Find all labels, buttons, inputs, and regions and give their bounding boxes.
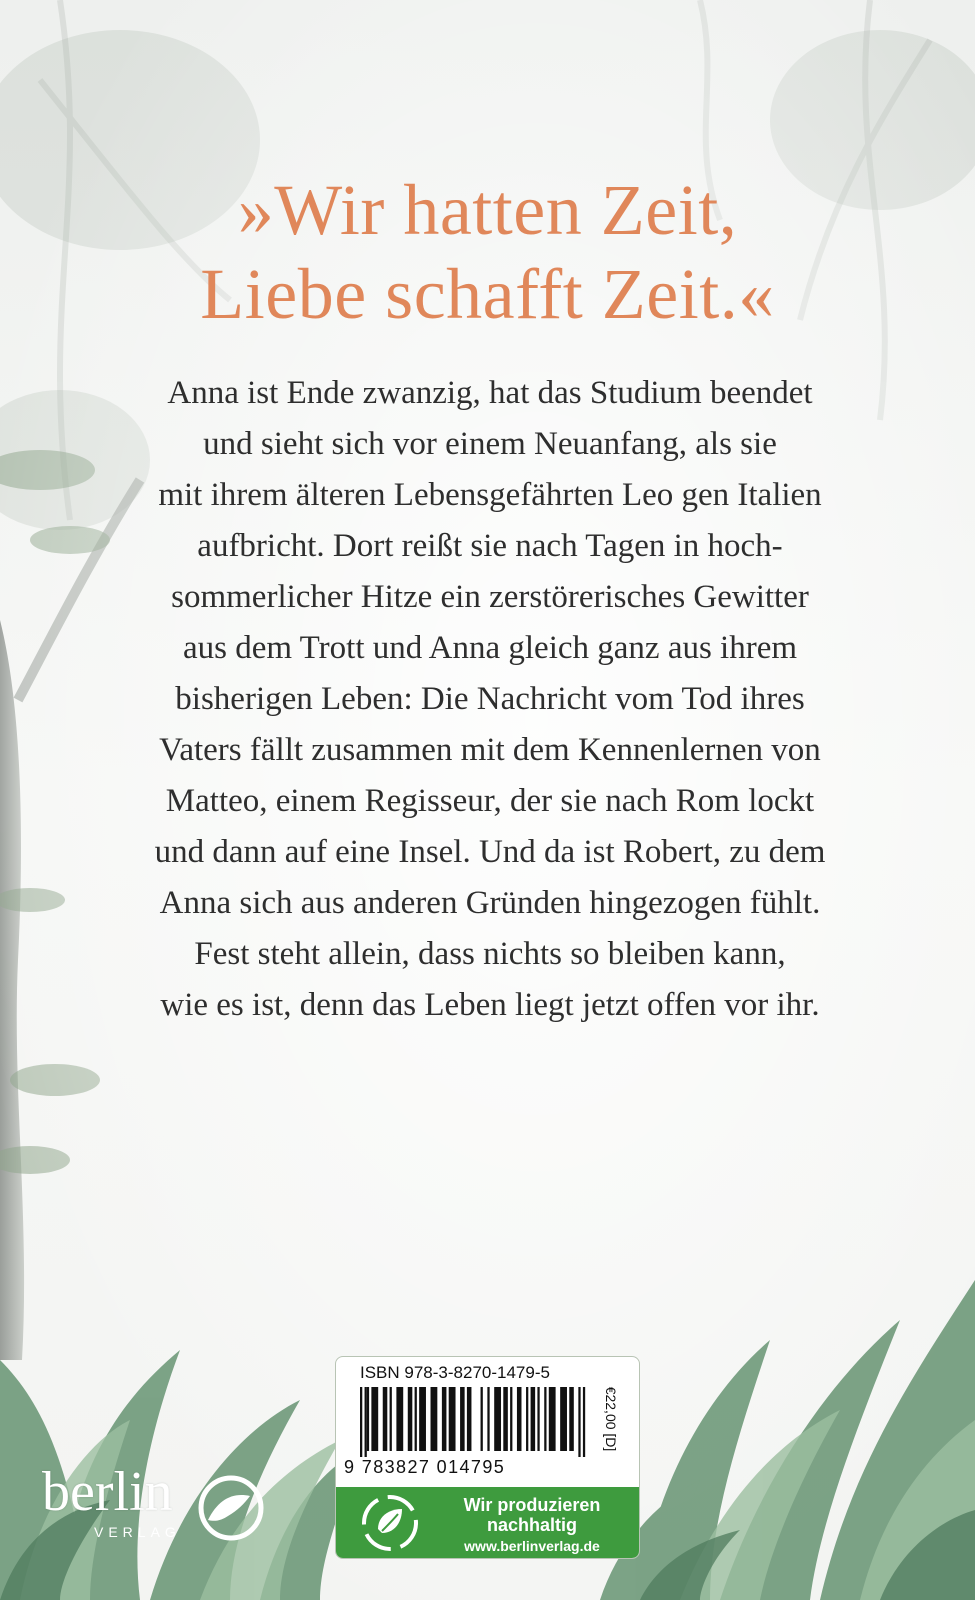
barcode-bar [537, 1387, 539, 1451]
blurb-line: bisherigen Leben: Die Nachricht vom Tod ihres [175, 681, 805, 717]
blurb-line: und sieht sich vor einem Neuanfang, als sie [203, 426, 777, 462]
barcode-bar [460, 1387, 465, 1451]
barcode-bar [419, 1387, 426, 1451]
barcode-bar [487, 1387, 489, 1451]
barcode-bar [467, 1387, 472, 1451]
barcode-bar [408, 1387, 413, 1451]
blurb-line: sommerlicher Hitze ein zerstörerisches Gewitter [171, 579, 809, 615]
barcode-bar [517, 1387, 522, 1451]
headline-quote [0, 168, 975, 336]
sustainability-text [432, 1495, 632, 1555]
barcode-icon [360, 1387, 592, 1457]
bear-icon [198, 1470, 264, 1546]
barcode-bar [396, 1387, 403, 1451]
blurb-line: Anna sich aus anderen Gründen hingezogen fühlt. [159, 885, 821, 921]
blurb-line: aufbricht. Dort reißt sie nach Tagen in hoch- [197, 528, 783, 564]
blurb-line: wie es ist, denn das Leben liegt jetzt offen vor ihr. [160, 987, 820, 1023]
barcode-bar [531, 1387, 536, 1451]
barcode-bar [510, 1387, 512, 1451]
publisher-sub: VERLAG [94, 1524, 181, 1540]
blurb-text [90, 368, 890, 1031]
barcode-bar [494, 1387, 501, 1451]
barcode-bar [578, 1387, 580, 1457]
publisher-url: www.berlinverlag.de [464, 1538, 600, 1554]
price-label [599, 1369, 623, 1469]
blurb-line: Fest steht allein, dass nichts so bleiben kann, [194, 936, 786, 972]
sustainability-line-2: nachhaltig [486, 1515, 577, 1535]
barcode-bar [481, 1387, 483, 1451]
barcode-bar [442, 1387, 447, 1451]
barcode-bar [415, 1387, 417, 1451]
publisher-name: berlin [42, 1461, 173, 1523]
barcode-bar [549, 1387, 556, 1451]
blurb-line: Vaters fällt zusammen mit dem Kennenlernen von [159, 732, 821, 768]
barcode-bar [560, 1387, 567, 1451]
sustainability-line-1: Wir produzieren [463, 1495, 601, 1515]
barcode-bar [544, 1387, 546, 1451]
blurb-line: und dann auf eine Insel. Und da ist Robert, zu dem [154, 834, 826, 870]
recycle-leaf-icon [360, 1493, 420, 1553]
barcode-bar [569, 1387, 574, 1451]
barcode-bar [365, 1387, 367, 1457]
barcode-bar [503, 1387, 508, 1451]
barcode-bar [526, 1387, 528, 1451]
barcode-bar [449, 1387, 456, 1451]
isbn-barcode-box [335, 1356, 640, 1559]
barcode-bar [383, 1387, 388, 1451]
publisher-logo [38, 1460, 268, 1560]
isbn-number: ISBN 978-3-8270-1479-5 [360, 1363, 550, 1382]
barcode-bar [371, 1387, 378, 1451]
barcode-digits: 9 783827 014795 [344, 1457, 506, 1477]
quote-line-2: Liebe schafft Zeit.« [200, 254, 775, 334]
price-text: €22,00 [D] [603, 1386, 619, 1452]
blurb-line: mit ihrem älteren Lebensgefährten Leo gen Italien [158, 477, 822, 513]
blurb-line: Matteo, einem Regisseur, der sie nach Rom lockt [165, 783, 815, 819]
blurb-line: Anna ist Ende zwanzig, hat das Studium beendet [167, 375, 813, 411]
barcode-bar [360, 1387, 362, 1457]
barcode-bar [431, 1387, 438, 1451]
quote-line-1: »Wir hatten Zeit, [237, 170, 738, 250]
blurb-line: aus dem Trott und Anna gleich ganz aus ihrem [182, 630, 798, 666]
barcode-bar [583, 1387, 585, 1457]
barcode-bar [367, 1387, 369, 1451]
barcode-bar [390, 1387, 392, 1451]
sustainability-badge [336, 1487, 639, 1558]
